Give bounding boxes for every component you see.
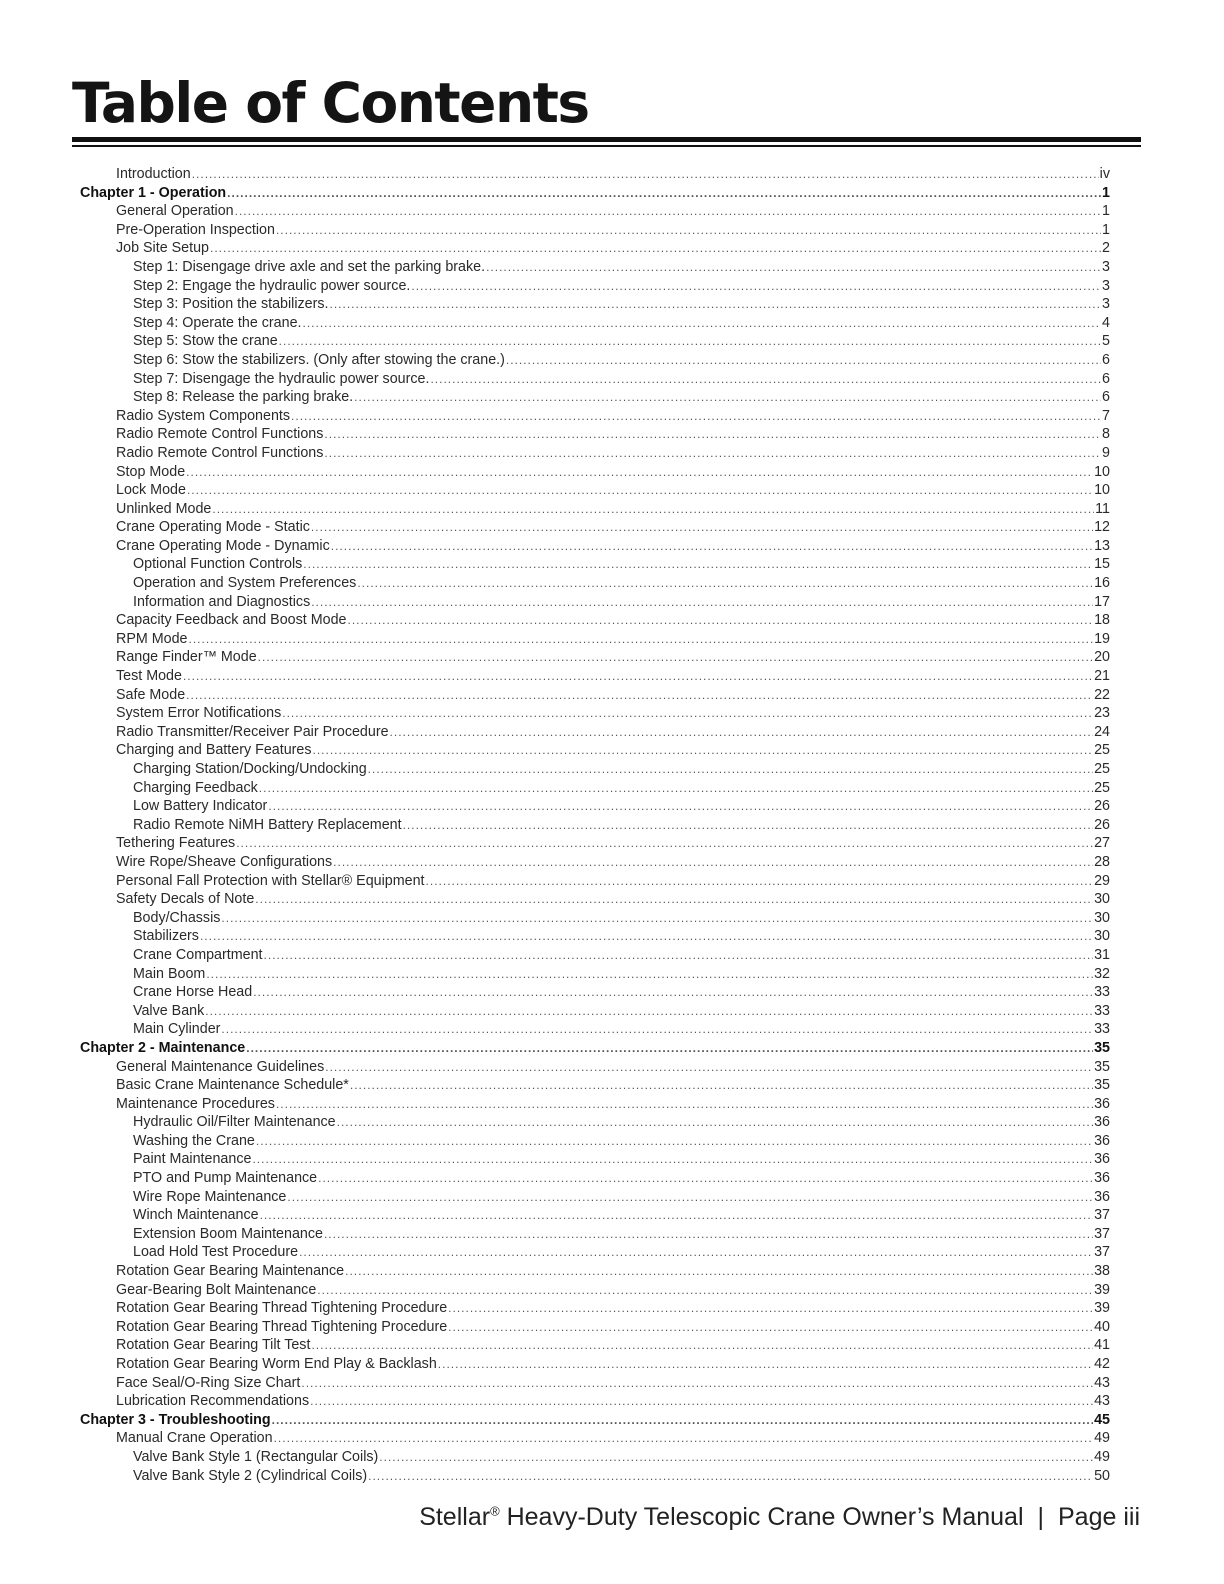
toc-entry-label: Information and Diagnostics bbox=[133, 593, 311, 610]
dot-leader bbox=[390, 723, 1094, 742]
dot-leader bbox=[272, 1411, 1093, 1430]
toc-entry-page: 28 bbox=[1094, 853, 1110, 870]
toc-chapter-entry[interactable] bbox=[80, 184, 1110, 203]
toc-entry-page: 20 bbox=[1094, 649, 1110, 666]
toc-entry-page: 30 bbox=[1094, 891, 1110, 908]
toc-entry[interactable] bbox=[80, 463, 1110, 482]
toc-entry[interactable] bbox=[80, 314, 1110, 333]
toc-entry[interactable] bbox=[80, 1467, 1110, 1486]
toc-entry-label: General Maintenance Guidelines bbox=[116, 1058, 325, 1075]
toc-entry-page: 25 bbox=[1094, 761, 1110, 777]
toc-entry[interactable] bbox=[80, 853, 1110, 872]
toc-entry-page: 19 bbox=[1094, 630, 1110, 647]
toc-entry-page: 35 bbox=[1094, 1039, 1110, 1056]
toc-entry-page: 22 bbox=[1094, 686, 1110, 703]
toc-entry-page: 1 bbox=[1102, 184, 1110, 201]
toc-entry[interactable] bbox=[80, 1150, 1110, 1169]
toc-entry-label: Extension Boom Maintenance bbox=[133, 1225, 323, 1242]
toc-entry[interactable] bbox=[80, 221, 1110, 240]
toc-entry-label: Maintenance Procedures bbox=[116, 1095, 275, 1112]
toc-entry[interactable] bbox=[80, 481, 1110, 500]
toc-entry-label: Winch Maintenance bbox=[133, 1207, 259, 1224]
toc-entry-page: 36 bbox=[1094, 1151, 1110, 1168]
toc-entry-label: Valve Bank bbox=[133, 1002, 205, 1019]
toc-entry-page: 36 bbox=[1094, 1188, 1110, 1205]
dot-leader bbox=[330, 295, 1102, 314]
toc-entry[interactable] bbox=[80, 518, 1110, 537]
toc-entry-page: 13 bbox=[1094, 537, 1110, 554]
dot-leader bbox=[324, 444, 1101, 463]
toc-entry-label: System Error Notifications bbox=[116, 705, 282, 722]
toc-entry[interactable] bbox=[80, 1318, 1110, 1337]
toc-entry-page: 40 bbox=[1094, 1318, 1110, 1335]
toc-entry-label: Crane Horse Head bbox=[133, 984, 253, 1001]
toc-entry-label: Lock Mode bbox=[116, 482, 186, 499]
toc-entry-page: 3 bbox=[1102, 277, 1110, 294]
toc-entry-label: Basic Crane Maintenance Schedule* bbox=[116, 1077, 349, 1094]
toc-entry-label: Safety Decals of Note bbox=[116, 891, 255, 908]
toc-entry-page: 26 bbox=[1094, 816, 1110, 833]
toc-entry-label: Paint Maintenance bbox=[133, 1151, 252, 1168]
toc-entry[interactable] bbox=[80, 983, 1110, 1002]
toc-entry-label: Job Site Setup bbox=[116, 240, 209, 257]
dot-leader bbox=[430, 370, 1101, 389]
toc-entry[interactable] bbox=[80, 723, 1110, 742]
toc-entry[interactable] bbox=[80, 1206, 1110, 1225]
dot-leader bbox=[279, 332, 1101, 351]
toc-entry-label: Main Boom bbox=[133, 965, 206, 982]
toc-entry-label: Crane Compartment bbox=[133, 946, 263, 963]
toc-entry-label: General Operation bbox=[116, 203, 234, 220]
toc-entry[interactable] bbox=[80, 370, 1110, 389]
toc-entry[interactable] bbox=[80, 909, 1110, 928]
dot-leader bbox=[303, 555, 1093, 574]
toc-entry[interactable] bbox=[80, 667, 1110, 686]
toc-entry-page: 27 bbox=[1094, 835, 1110, 852]
dot-leader bbox=[506, 351, 1101, 370]
toc-entry-label: Rotation Gear Bearing Tilt Test bbox=[116, 1337, 311, 1354]
title-rule-thin bbox=[72, 145, 1141, 147]
toc-entry[interactable] bbox=[80, 1374, 1110, 1393]
toc-entry-label: Valve Bank Style 2 (Cylindrical Coils) bbox=[133, 1467, 368, 1484]
toc-entry-page: 6 bbox=[1102, 389, 1110, 406]
toc-entry[interactable] bbox=[80, 1095, 1110, 1114]
toc-entry[interactable] bbox=[80, 965, 1110, 984]
toc-entry[interactable] bbox=[80, 927, 1110, 946]
dot-leader bbox=[331, 537, 1093, 556]
toc-entry-label: Washing the Crane bbox=[133, 1132, 255, 1149]
toc-entry-page: 25 bbox=[1094, 779, 1110, 796]
dot-leader bbox=[183, 667, 1093, 686]
toc-entry-label: Valve Bank Style 1 (Rectangular Coils) bbox=[133, 1448, 379, 1465]
dot-leader bbox=[205, 1002, 1093, 1021]
toc-entry[interactable] bbox=[80, 946, 1110, 965]
dot-leader bbox=[200, 927, 1093, 946]
toc-entry-page: 39 bbox=[1094, 1300, 1110, 1317]
toc-entry[interactable] bbox=[80, 202, 1110, 221]
toc-entry[interactable] bbox=[80, 1076, 1110, 1095]
dot-leader bbox=[333, 853, 1093, 872]
toc-entry-page: 16 bbox=[1094, 575, 1110, 592]
toc-entry-label: Gear-Bearing Bolt Maintenance bbox=[116, 1281, 317, 1298]
dot-leader bbox=[345, 1262, 1093, 1281]
toc-entry-label: Operation and System Preferences bbox=[133, 575, 357, 592]
dot-leader bbox=[426, 872, 1094, 891]
toc-entry-page: 37 bbox=[1094, 1207, 1110, 1224]
toc-entry-page: 32 bbox=[1094, 965, 1110, 982]
toc-entry-page: 36 bbox=[1094, 1095, 1110, 1112]
toc-entry[interactable] bbox=[80, 1355, 1110, 1374]
toc-entry-page: 36 bbox=[1094, 1132, 1110, 1149]
toc-entry[interactable] bbox=[80, 351, 1110, 370]
toc-entry[interactable] bbox=[80, 555, 1110, 574]
toc-entry-label: Stop Mode bbox=[116, 463, 186, 480]
toc-entry-page: 8 bbox=[1102, 426, 1110, 443]
toc-entry-label: Capacity Feedback and Boost Mode bbox=[116, 612, 347, 629]
toc-entry-page: 3 bbox=[1102, 258, 1110, 275]
toc-entry-label: Personal Fall Protection with Stellar® Equipment bbox=[116, 872, 425, 889]
dot-leader bbox=[311, 518, 1093, 537]
toc-entry-label: Lubrication Recommendations bbox=[116, 1393, 310, 1410]
toc-entry-label: Chapter 3 - Troubleshooting bbox=[80, 1411, 271, 1428]
toc-entry[interactable] bbox=[80, 834, 1110, 853]
toc-entry[interactable] bbox=[80, 537, 1110, 556]
toc-entry-label: Manual Crane Operation bbox=[116, 1430, 273, 1447]
footer-page-number: Page iii bbox=[1058, 1503, 1140, 1531]
toc-entry-page: 25 bbox=[1094, 742, 1110, 759]
toc-entry-label: Radio System Components bbox=[116, 407, 291, 424]
dot-leader bbox=[256, 1132, 1093, 1151]
toc-entry[interactable] bbox=[80, 295, 1110, 314]
toc-entry[interactable] bbox=[80, 741, 1110, 760]
footer-brand: Stellar bbox=[419, 1503, 491, 1531]
toc-entry[interactable] bbox=[80, 1243, 1110, 1262]
toc-entry[interactable] bbox=[80, 1002, 1110, 1021]
toc-entry-label: Radio Transmitter/Receiver Pair Procedure bbox=[116, 723, 389, 740]
dot-leader bbox=[192, 165, 1099, 184]
title-rule-thick bbox=[72, 137, 1141, 142]
dot-leader bbox=[227, 184, 1101, 203]
toc-entry[interactable] bbox=[80, 890, 1110, 909]
toc-entry-label: Step 6: Stow the stabilizers. (Only after stowing the crane.) bbox=[133, 351, 505, 368]
toc-entry-page: 5 bbox=[1102, 333, 1110, 350]
toc-entry[interactable] bbox=[80, 1262, 1110, 1281]
toc-entry[interactable] bbox=[80, 593, 1110, 612]
dot-leader bbox=[287, 1188, 1093, 1207]
toc-entry-page: 30 bbox=[1094, 909, 1110, 926]
dot-leader bbox=[235, 202, 1101, 221]
toc-entry-label: Introduction bbox=[116, 166, 191, 182]
toc-entry[interactable] bbox=[80, 444, 1110, 463]
toc-entry[interactable] bbox=[80, 425, 1110, 444]
toc-entry-page: 10 bbox=[1094, 463, 1110, 480]
dot-leader bbox=[282, 704, 1093, 723]
dot-leader bbox=[311, 1336, 1093, 1355]
toc-entry-page: 43 bbox=[1094, 1374, 1110, 1391]
toc-entry-page: 39 bbox=[1094, 1281, 1110, 1298]
dot-leader bbox=[264, 946, 1094, 965]
toc-entry-page: 30 bbox=[1094, 928, 1110, 945]
toc-entry-label: Step 5: Stow the crane bbox=[133, 333, 278, 350]
toc-entry-page: iv bbox=[1099, 166, 1110, 182]
toc-entry-page: 38 bbox=[1094, 1263, 1110, 1280]
dot-leader bbox=[291, 407, 1101, 426]
toc-entry-label: Step 3: Position the stabilizers. bbox=[133, 296, 329, 313]
toc-entry[interactable] bbox=[80, 704, 1110, 723]
toc-entry-page: 1 bbox=[1102, 203, 1110, 220]
toc-entry[interactable] bbox=[80, 388, 1110, 407]
dot-leader bbox=[403, 816, 1094, 835]
dot-leader bbox=[311, 593, 1093, 612]
toc-entry[interactable] bbox=[80, 1188, 1110, 1207]
dot-leader bbox=[255, 890, 1093, 909]
toc-entry[interactable] bbox=[80, 797, 1110, 816]
page-title: Table of Contents bbox=[72, 71, 589, 135]
dot-leader bbox=[337, 1113, 1093, 1132]
toc-entry-label: Step 8: Release the parking brake. bbox=[133, 389, 354, 406]
toc-entry-page: 36 bbox=[1094, 1170, 1110, 1187]
toc-entry[interactable] bbox=[80, 1281, 1110, 1300]
toc-entry-page: 33 bbox=[1094, 1021, 1110, 1038]
toc-entry-page: 6 bbox=[1102, 370, 1110, 387]
toc-entry[interactable] bbox=[80, 277, 1110, 296]
toc-entry[interactable] bbox=[80, 407, 1110, 426]
toc-entry-page: 7 bbox=[1102, 407, 1110, 424]
toc-entry-label: Pre-Operation Inspection bbox=[116, 221, 275, 238]
toc-entry-label: Charging Feedback bbox=[133, 779, 258, 796]
dot-leader bbox=[324, 1225, 1093, 1244]
toc-entry-label: Chapter 1 - Operation bbox=[80, 184, 227, 201]
toc-entry-page: 35 bbox=[1094, 1058, 1110, 1075]
toc-entry-page: 6 bbox=[1102, 351, 1110, 368]
toc-entry-page: 21 bbox=[1094, 668, 1110, 685]
dot-leader bbox=[276, 1095, 1093, 1114]
toc-entry-label: Step 1: Disengage drive axle and set the parking brake. bbox=[133, 258, 486, 275]
toc-entry[interactable] bbox=[80, 332, 1110, 351]
toc-entry-page: 4 bbox=[1102, 314, 1110, 331]
toc-entry-page: 36 bbox=[1094, 1114, 1110, 1131]
toc-entry[interactable] bbox=[80, 1392, 1110, 1411]
dot-leader bbox=[318, 1169, 1093, 1188]
toc-entry[interactable] bbox=[80, 816, 1110, 835]
dot-leader bbox=[186, 463, 1093, 482]
toc-entry-label: Load Hold Test Procedure bbox=[133, 1244, 299, 1261]
toc-entry[interactable] bbox=[80, 630, 1110, 649]
dot-leader bbox=[317, 1281, 1093, 1300]
toc-entry-page: 33 bbox=[1094, 1002, 1110, 1019]
toc-entry-label: Wire Rope/Sheave Configurations bbox=[116, 853, 333, 870]
toc-entry-label: Hydraulic Oil/Filter Maintenance bbox=[133, 1114, 336, 1131]
toc-entry-label: Wire Rope Maintenance bbox=[133, 1188, 287, 1205]
toc-entry-page: 1 bbox=[1102, 221, 1110, 238]
dot-leader bbox=[368, 760, 1093, 779]
dot-leader bbox=[246, 1039, 1093, 1058]
toc-list bbox=[80, 165, 1110, 1485]
toc-entry-page: 24 bbox=[1094, 723, 1110, 740]
toc-entry[interactable] bbox=[80, 1169, 1110, 1188]
toc-entry[interactable] bbox=[80, 258, 1110, 277]
toc-entry-page: 35 bbox=[1094, 1077, 1110, 1094]
dot-leader bbox=[212, 500, 1094, 519]
toc-entry[interactable] bbox=[80, 1020, 1110, 1039]
toc-chapter-entry[interactable] bbox=[80, 1411, 1110, 1430]
dot-leader bbox=[486, 258, 1101, 277]
toc-entry-page: 2 bbox=[1102, 240, 1110, 257]
toc-entry-label: Charging and Battery Features bbox=[116, 742, 312, 759]
toc-entry-page: 9 bbox=[1102, 444, 1110, 461]
dot-leader bbox=[274, 1429, 1094, 1448]
toc-entry-page: 37 bbox=[1094, 1244, 1110, 1261]
toc-entry-page: 37 bbox=[1094, 1225, 1110, 1242]
toc-entry[interactable] bbox=[80, 574, 1110, 593]
toc-entry-page: 18 bbox=[1094, 612, 1110, 629]
toc-entry-label: Crane Operating Mode - Static bbox=[116, 519, 310, 536]
toc-entry-page: 10 bbox=[1094, 482, 1110, 499]
toc-entry[interactable] bbox=[80, 1225, 1110, 1244]
dot-leader bbox=[310, 1392, 1093, 1411]
toc-entry[interactable] bbox=[80, 611, 1110, 630]
toc-entry[interactable] bbox=[80, 1132, 1110, 1151]
toc-entry-page: 41 bbox=[1094, 1337, 1110, 1354]
toc-entry-label: Radio Remote Control Functions bbox=[116, 444, 324, 461]
toc-entry[interactable] bbox=[80, 500, 1110, 519]
dot-leader bbox=[186, 686, 1093, 705]
toc-entry[interactable] bbox=[80, 760, 1110, 779]
toc-entry-page: 45 bbox=[1094, 1411, 1110, 1428]
toc-entry-label: RPM Mode bbox=[116, 630, 188, 647]
dot-leader bbox=[260, 1206, 1094, 1225]
toc-entry-page: 49 bbox=[1094, 1448, 1110, 1465]
toc-entry-label: Step 2: Engage the hydraulic power source. bbox=[133, 277, 411, 294]
toc-entry[interactable] bbox=[80, 1448, 1110, 1467]
toc-entry-page: 23 bbox=[1094, 705, 1110, 722]
dot-leader bbox=[253, 983, 1093, 1002]
toc-entry-page: 3 bbox=[1102, 296, 1110, 313]
toc-entry-label: Test Mode bbox=[116, 668, 182, 685]
dot-leader bbox=[236, 834, 1093, 853]
toc-entry[interactable] bbox=[80, 1299, 1110, 1318]
toc-entry-label: Safe Mode bbox=[116, 686, 186, 703]
page-footer bbox=[419, 1503, 1140, 1532]
dot-leader bbox=[210, 239, 1101, 258]
toc-entry-label: Body/Chassis bbox=[133, 909, 221, 926]
dot-leader bbox=[221, 909, 1093, 928]
dot-leader bbox=[252, 1150, 1093, 1169]
dot-leader bbox=[357, 574, 1093, 593]
toc-entry[interactable] bbox=[80, 1113, 1110, 1132]
toc-entry-page: 31 bbox=[1094, 946, 1110, 963]
toc-entry[interactable] bbox=[80, 648, 1110, 667]
dot-leader bbox=[276, 221, 1101, 240]
toc-entry-label: Main Cylinder bbox=[133, 1021, 221, 1038]
toc-entry-label: Charging Station/Docking/Undocking bbox=[133, 761, 367, 777]
toc-entry[interactable] bbox=[80, 165, 1110, 184]
dot-leader bbox=[448, 1318, 1093, 1337]
dot-leader bbox=[268, 797, 1093, 816]
toc-entry[interactable] bbox=[80, 1429, 1110, 1448]
toc-entry-page: 50 bbox=[1094, 1467, 1110, 1484]
dot-leader bbox=[354, 388, 1101, 407]
toc-entry-label: Optional Function Controls bbox=[133, 556, 303, 573]
toc-entry-label: Rotation Gear Bearing Worm End Play & Backlash bbox=[116, 1356, 437, 1372]
dot-leader bbox=[347, 611, 1093, 630]
dot-leader bbox=[448, 1299, 1093, 1318]
toc-entry-label: Low Battery Indicator bbox=[133, 798, 268, 815]
dot-leader bbox=[324, 425, 1101, 444]
dot-leader bbox=[187, 481, 1093, 500]
dot-leader bbox=[301, 1374, 1093, 1393]
dot-leader bbox=[221, 1020, 1093, 1039]
toc-entry-label: Chapter 2 - Maintenance bbox=[80, 1039, 246, 1056]
toc-entry[interactable] bbox=[80, 779, 1110, 798]
toc-entry-label: Step 4: Operate the crane. bbox=[133, 314, 302, 331]
dot-leader bbox=[313, 741, 1094, 760]
toc-entry-label: Unlinked Mode bbox=[116, 500, 212, 517]
toc-entry-label: Rotation Gear Bearing Thread Tightening Procedure bbox=[116, 1318, 448, 1335]
dot-leader bbox=[438, 1355, 1093, 1374]
toc-entry[interactable] bbox=[80, 1336, 1110, 1355]
toc-entry-label: Range Finder™ Mode bbox=[116, 649, 257, 666]
toc-entry-page: 49 bbox=[1094, 1430, 1110, 1447]
toc-entry-page: 42 bbox=[1094, 1356, 1110, 1372]
footer-reg-mark: ® bbox=[490, 1503, 500, 1519]
toc-entry-page: 26 bbox=[1094, 798, 1110, 815]
footer-separator: | bbox=[1037, 1503, 1044, 1531]
toc-entry[interactable] bbox=[80, 239, 1110, 258]
toc-entry-label: Radio Remote NiMH Battery Replacement bbox=[133, 816, 402, 833]
toc-entry-page: 43 bbox=[1094, 1393, 1110, 1410]
toc-entry-page: 11 bbox=[1095, 500, 1110, 517]
dot-leader bbox=[189, 630, 1094, 649]
dot-leader bbox=[258, 648, 1093, 667]
dot-leader bbox=[299, 1243, 1093, 1262]
toc-entry-label: Tethering Features bbox=[116, 835, 236, 852]
toc-entry-label: Stabilizers bbox=[133, 928, 199, 945]
dot-leader bbox=[259, 779, 1093, 798]
toc-entry-page: 12 bbox=[1094, 519, 1110, 536]
toc-entry-page: 15 bbox=[1094, 556, 1110, 573]
dot-leader bbox=[350, 1076, 1093, 1095]
dot-leader bbox=[303, 314, 1102, 333]
dot-leader bbox=[411, 277, 1101, 296]
toc-entry-page: 17 bbox=[1094, 593, 1110, 610]
toc-chapter-entry[interactable] bbox=[80, 1039, 1110, 1058]
dot-leader bbox=[379, 1448, 1093, 1467]
dot-leader bbox=[325, 1058, 1093, 1077]
toc-entry-label: Radio Remote Control Functions bbox=[116, 426, 324, 443]
toc-entry-label: PTO and Pump Maintenance bbox=[133, 1170, 318, 1187]
toc-entry-label: Rotation Gear Bearing Maintenance bbox=[116, 1263, 345, 1280]
toc-entry[interactable] bbox=[80, 1058, 1110, 1077]
toc-entry-label: Rotation Gear Bearing Thread Tightening Procedure bbox=[116, 1300, 448, 1317]
dot-leader bbox=[368, 1467, 1093, 1486]
toc-entry[interactable] bbox=[80, 686, 1110, 705]
toc-entry-label: Face Seal/O-Ring Size Chart bbox=[116, 1374, 301, 1391]
toc-entry-page: 29 bbox=[1094, 872, 1110, 889]
footer-manual-title: Heavy-Duty Telescopic Crane Owner’s Manual bbox=[499, 1503, 1024, 1531]
toc-entry-label: Step 7: Disengage the hydraulic power source. bbox=[133, 370, 430, 387]
toc-entry-label: Crane Operating Mode - Dynamic bbox=[116, 537, 330, 554]
dot-leader bbox=[206, 965, 1093, 984]
toc-entry[interactable] bbox=[80, 872, 1110, 891]
toc-entry-page: 33 bbox=[1094, 984, 1110, 1001]
